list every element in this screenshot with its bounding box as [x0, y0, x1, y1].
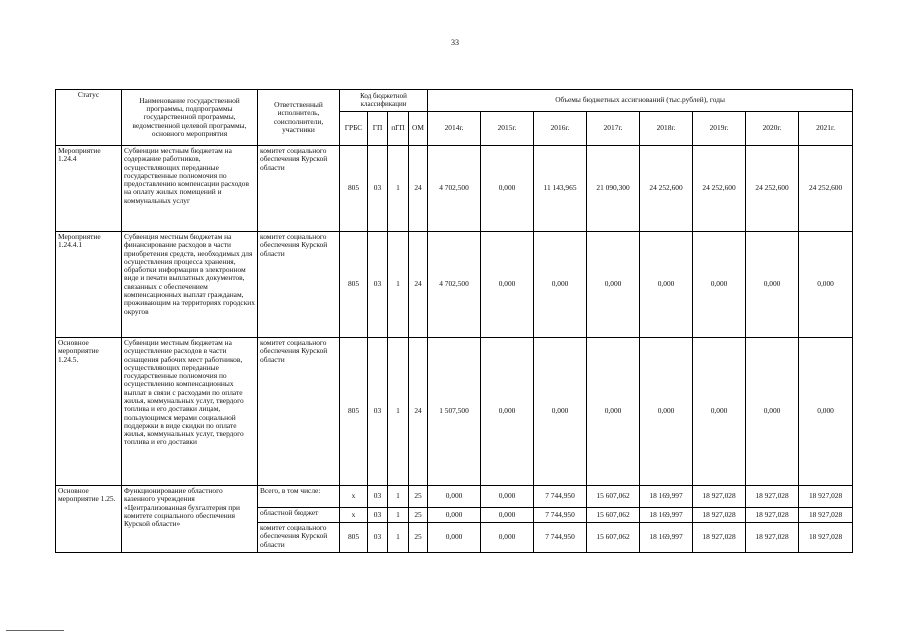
- header-code-gp: ГП: [368, 112, 388, 146]
- value-2014: 0,000: [428, 508, 481, 523]
- code-pgp: 1: [388, 232, 409, 338]
- value-2021: 0,000: [799, 338, 853, 486]
- code-gp: 03: [368, 146, 388, 232]
- code-om: 25: [409, 508, 428, 523]
- table-row: [56, 232, 853, 338]
- value-2021: 18 927,028: [799, 486, 853, 508]
- value-2019: 0,000: [693, 232, 746, 338]
- value-2017: 15 607,062: [587, 486, 640, 508]
- value-2015: 0,000: [481, 146, 534, 232]
- value-2019: 18 927,028: [693, 523, 746, 553]
- header-year-2021: 2021г.: [799, 112, 853, 146]
- code-grbs: х: [340, 486, 368, 508]
- header-year-2018: 2018г.: [640, 112, 693, 146]
- subrow-responsible: областной бюджет: [258, 508, 340, 523]
- code-pgp: 1: [388, 508, 409, 523]
- budget-table: [55, 89, 853, 553]
- value-2015: 0,000: [481, 508, 534, 523]
- header-responsible: Ответственный исполнитель, соисполнители, участники: [258, 90, 340, 146]
- value-2015: 0,000: [481, 486, 534, 508]
- header-code-group: Код бюджетной классификации: [340, 90, 428, 112]
- row-responsible: комитет социального обеспечения Курской области: [258, 146, 340, 232]
- code-pgp: 1: [388, 486, 409, 508]
- header-code-om: ОМ: [409, 112, 428, 146]
- value-2015: 0,000: [481, 523, 534, 553]
- value-2016: 7 744,950: [534, 523, 587, 553]
- value-2018: 0,000: [640, 338, 693, 486]
- value-2021: 18 927,028: [799, 508, 853, 523]
- header-code-grbs: ГРБС: [340, 112, 368, 146]
- code-pgp: 1: [388, 146, 409, 232]
- value-2018: 18 169,997: [640, 508, 693, 523]
- table-row: [56, 486, 853, 508]
- code-pgp: 1: [388, 523, 409, 553]
- value-2016: 0,000: [534, 232, 587, 338]
- page-number: 33: [451, 38, 459, 47]
- code-grbs: х: [340, 508, 368, 523]
- value-2016: 7 744,950: [534, 508, 587, 523]
- header-year-2015: 2015г.: [481, 112, 534, 146]
- value-2021: 24 252,600: [799, 146, 853, 232]
- code-grbs: 805: [340, 146, 368, 232]
- value-2016: 0,000: [534, 338, 587, 486]
- value-2019: 0,000: [693, 338, 746, 486]
- row-status: Мероприятие 1.24.4: [56, 146, 122, 232]
- value-2016: 7 744,950: [534, 486, 587, 508]
- value-2017: 0,000: [587, 338, 640, 486]
- value-2015: 0,000: [481, 338, 534, 486]
- value-2018: 18 169,997: [640, 486, 693, 508]
- header-year-2016: 2016г.: [534, 112, 587, 146]
- row-name: Субвенции местным бюджетам на содержание работников, осуществляющих переданные государственные полномочия по предоставлению компенсации расходов на оплату жилых помещений и коммунальных услуг: [122, 146, 258, 232]
- value-2014: 0,000: [428, 523, 481, 553]
- header-volumes-group: Объемы бюджетных ассигнований (тыс.рублей), годы: [428, 90, 853, 112]
- row-status: Основное мероприятие 1.24.5.: [56, 338, 122, 486]
- value-2014: 0,000: [428, 486, 481, 508]
- code-gp: 03: [368, 486, 388, 508]
- value-2014: 4 702,500: [428, 232, 481, 338]
- row-responsible: комитет социального обеспечения Курской области: [258, 338, 340, 486]
- value-2020: 0,000: [746, 338, 799, 486]
- code-grbs: 805: [340, 523, 368, 553]
- value-2014: 1 507,500: [428, 338, 481, 486]
- value-2020: 18 927,028: [746, 523, 799, 553]
- row-responsible: комитет социального обеспечения Курской области: [258, 232, 340, 338]
- header-code-pgp: пГП: [388, 112, 409, 146]
- header-year-2014: 2014г.: [428, 112, 481, 146]
- code-grbs: 805: [340, 338, 368, 486]
- value-2018: 0,000: [640, 232, 693, 338]
- value-2020: 0,000: [746, 232, 799, 338]
- value-2017: 0,000: [587, 232, 640, 338]
- code-om: 25: [409, 523, 428, 553]
- row-name: Субвенции местным бюджетам на осуществление расходов в части оснащения рабочих мест работников, осуществляющих переданные государственные полномочия по осуществлению компенсационных выплат в связи с расходами по оплате жилья, коммунальных услуг, твердого топлива и его доставки лицам, пользующимся мерами социальной поддержки в виде скидки по оплате жилья, коммунальных услуг, твердого топлива и его доставки: [122, 338, 258, 486]
- code-grbs: 805: [340, 232, 368, 338]
- value-2017: 15 607,062: [587, 523, 640, 553]
- value-2018: 18 169,997: [640, 523, 693, 553]
- code-gp: 03: [368, 338, 388, 486]
- code-gp: 03: [368, 232, 388, 338]
- value-2019: 18 927,028: [693, 486, 746, 508]
- value-2020: 18 927,028: [746, 486, 799, 508]
- value-2019: 24 252,600: [693, 146, 746, 232]
- header-year-2019: 2019г.: [693, 112, 746, 146]
- group-status: Основное мероприятие 1.25.: [56, 486, 122, 553]
- value-2017: 15 607,062: [587, 508, 640, 523]
- table-row: [56, 146, 853, 232]
- header-year-2020: 2020г.: [746, 112, 799, 146]
- header-year-2017: 2017г.: [587, 112, 640, 146]
- code-pgp: 1: [388, 338, 409, 486]
- code-gp: 03: [368, 523, 388, 553]
- code-gp: 03: [368, 508, 388, 523]
- code-om: 25: [409, 486, 428, 508]
- value-2020: 18 927,028: [746, 508, 799, 523]
- value-2016: 11 143,965: [534, 146, 587, 232]
- value-2021: 0,000: [799, 232, 853, 338]
- value-2019: 18 927,028: [693, 508, 746, 523]
- table-row: [56, 338, 853, 486]
- code-om: 24: [409, 146, 428, 232]
- value-2021: 18 927,028: [799, 523, 853, 553]
- value-2020: 24 252,600: [746, 146, 799, 232]
- group-name: Функционирование областного казенного учреждения «Централизованная бухгалтерия при комитете социального обеспечения Курской области»: [122, 486, 258, 553]
- subrow-responsible: Всего, в том числе:: [258, 486, 340, 508]
- row-status: Мероприятие 1.24.4.1: [56, 232, 122, 338]
- value-2018: 24 252,600: [640, 146, 693, 232]
- header-status: Статус: [56, 90, 122, 146]
- code-om: 24: [409, 338, 428, 486]
- code-om: 24: [409, 232, 428, 338]
- row-name: Субвенция местным бюджетам на финансирование расходов в части приобретения средств, необходимых для осуществления процесса хранения, обработки информации в электронном виде и печати выплатных документов, связанных с обеспечением компенсационных выплат гражданам, проживающим на территориях городских округов: [122, 232, 258, 338]
- header-name: Наименование государственной программы, подпрограммы государственной программы, ведомственной целевой программы, основного мероприятия: [122, 90, 258, 146]
- scan-artifact-line: [6, 630, 64, 631]
- value-2014: 4 702,500: [428, 146, 481, 232]
- subrow-responsible: комитет социального обеспечения Курской области: [258, 523, 340, 553]
- value-2017: 21 090,300: [587, 146, 640, 232]
- value-2015: 0,000: [481, 232, 534, 338]
